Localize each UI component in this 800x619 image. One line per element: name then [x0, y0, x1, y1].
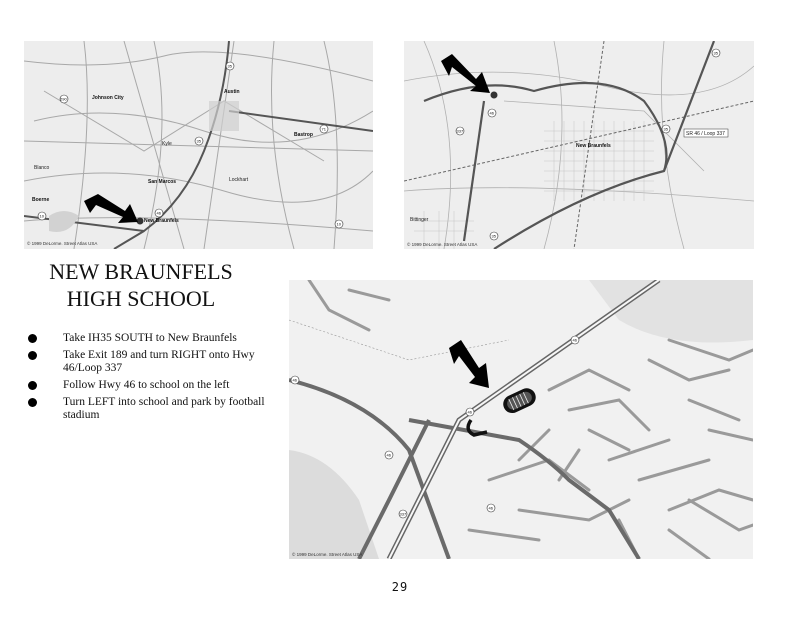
route-callout: SR 46 / Loop 337 [686, 131, 725, 137]
title-line-1: NEW BRAUNFELS [49, 259, 233, 284]
direction-step: Turn LEFT into school and park by football stadium [24, 396, 274, 422]
map-copyright: © 1999 DeLorme. Street Atlas USA [292, 552, 363, 557]
direction-step: Take Exit 189 and turn RIGHT onto Hwy 46/Loop 337 [24, 349, 274, 375]
svg-text:10: 10 [39, 213, 44, 219]
map-copyright: © 1999 DeLorme. Street Atlas USA [407, 242, 478, 247]
place-bittinger: Bittinger [410, 217, 429, 223]
svg-text:46: 46 [572, 337, 577, 343]
direction-step: Follow Hwy 46 to school on the left [24, 379, 274, 392]
svg-text:290: 290 [60, 96, 67, 102]
svg-text:35: 35 [196, 138, 201, 144]
city-map [404, 41, 754, 249]
svg-text:46: 46 [488, 505, 493, 511]
map-copyright: © 1999 DeLorme. Street Atlas USA [27, 241, 98, 246]
place-austin: Austin [224, 89, 240, 95]
svg-text:35: 35 [491, 233, 496, 239]
place-boerne: Boerne [32, 197, 50, 203]
regional-map [24, 41, 373, 249]
svg-text:46: 46 [292, 377, 297, 383]
svg-text:46: 46 [489, 110, 494, 116]
detail-map [289, 280, 753, 559]
place-blanco: Blanco [34, 165, 50, 171]
title-line-2: HIGH SCHOOL [66, 286, 216, 311]
place-new-braunfels: New Braunfels [144, 218, 179, 224]
page-title [30, 258, 252, 312]
svg-text:46: 46 [467, 409, 472, 415]
place-kyle: Kyle [162, 141, 172, 147]
svg-text:337: 337 [399, 511, 407, 517]
directions-list [24, 332, 274, 426]
svg-text:46: 46 [386, 452, 391, 458]
location-marker [491, 92, 498, 99]
svg-text:337: 337 [456, 128, 464, 134]
place-lockhart: Lockhart [229, 177, 249, 183]
svg-text:35: 35 [713, 50, 718, 56]
svg-text:35: 35 [663, 126, 668, 132]
place-bastrop: Bastrop [294, 132, 313, 138]
direction-step: Take IH35 SOUTH to New Braunfels [24, 332, 274, 345]
svg-text:46: 46 [156, 210, 161, 216]
place-san-marcos: San Marcos [148, 179, 177, 185]
page-number: 29 [391, 580, 409, 594]
place-new-braunfels: New Braunfels [576, 143, 611, 149]
svg-text:35: 35 [227, 63, 232, 69]
svg-text:10: 10 [336, 221, 341, 227]
svg-text:71: 71 [321, 126, 326, 132]
place-johnson-city: Johnson City [92, 95, 124, 101]
